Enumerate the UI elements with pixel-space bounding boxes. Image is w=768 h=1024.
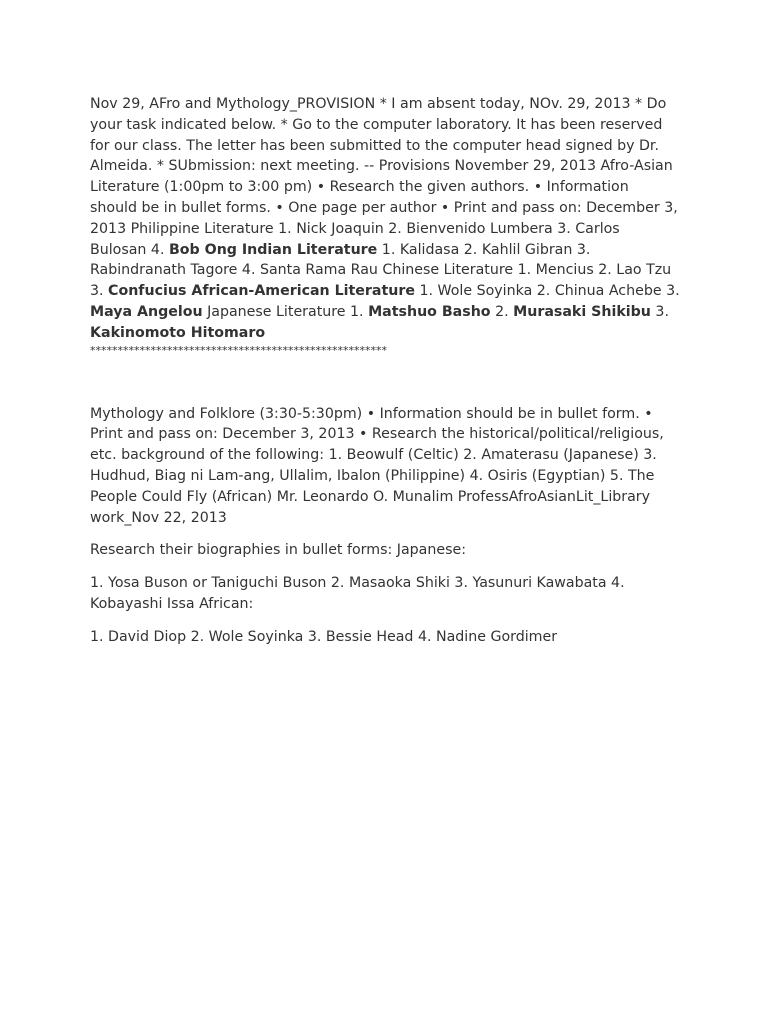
bold-text-segment: Kakinomoto Hitomaro bbox=[90, 324, 266, 341]
bold-text-segment: Maya Angelou bbox=[90, 303, 203, 320]
bold-text-segment: Matshuo Basho bbox=[368, 303, 491, 320]
text-segment: 2. bbox=[490, 303, 514, 320]
bold-text-segment: Bob Ong Indian Literature bbox=[168, 241, 378, 258]
spacer bbox=[90, 358, 680, 404]
text-segment: Japanese Literature 1. bbox=[202, 303, 369, 320]
text-segment: 1. Wole Soyinka 2. Chinua Achebe 3. bbox=[414, 283, 680, 300]
japanese-authors-paragraph: 1. Yosa Buson or Taniguchi Buson 2. Masaoka Shiki 3. Yasunuri Kawabata 4. Kobayashi Issa African: bbox=[90, 575, 625, 612]
bold-text-segment: Confucius African-American Literature bbox=[108, 283, 415, 300]
document-page bbox=[90, 94, 680, 648]
provision-paragraph bbox=[90, 94, 680, 344]
mythology-paragraph: Mythology and Folklore (3:30-5:30pm) • Information should be in bullet form. • Print and pass on: December 3, 2013 • Research the historical/political/religious, etc. background of the following: 1. Beowulf (Celtic) 2. Amaterasu (Japanese) 3. Hudhud, Biag ni Lam-ang, Ullalim, Ibalon (Philippine) 4. Osiris (Egyptian) 5. The People Could Fly (African) Mr. Leonardo O. Munalim ProfessAfroAsianLit_Library work_Nov 22, 2013 bbox=[90, 405, 664, 526]
separator-line: ****************************************************** bbox=[90, 343, 387, 357]
text-segment: 3. bbox=[650, 303, 669, 320]
text-segment: Nov 29, AFro and Mythology_PROVISION * I am absent today, NOv. 29, 2013 * Do your task indicated below. * Go to the computer laboratory. It has been reserved for our class. The letter has been submitted to the computer head signed by Dr. Almeida. * SUbmission: next meeting. -- Provisions November 29, 2013 Afro-Asian Literature (1:00pm to 3:00 pm) • Research the given authors. • Information should be in bullet forms. • One page per author • Print and pass on: December 3, 2013 Philippine Literature 1. Nick Joaquin 2. Bienvenido Lumbera 3. Carlos Bulosan 4. bbox=[90, 96, 678, 258]
biographies-paragraph: Research their biographies in bullet forms: Japanese: bbox=[90, 542, 466, 559]
bold-text-segment: Murasaki Shikibu bbox=[513, 303, 651, 320]
african-authors-paragraph: 1. David Diop 2. Wole Soyinka 3. Bessie Head 4. Nadine Gordimer bbox=[90, 628, 558, 645]
text-segment: 1. Kalidasa 2. Kahlil Gibran 3. Rabindranath Tagore 4. Santa Rama Rau Chinese Literature 1. Mencius 2. Lao Tzu 3. bbox=[90, 241, 672, 300]
